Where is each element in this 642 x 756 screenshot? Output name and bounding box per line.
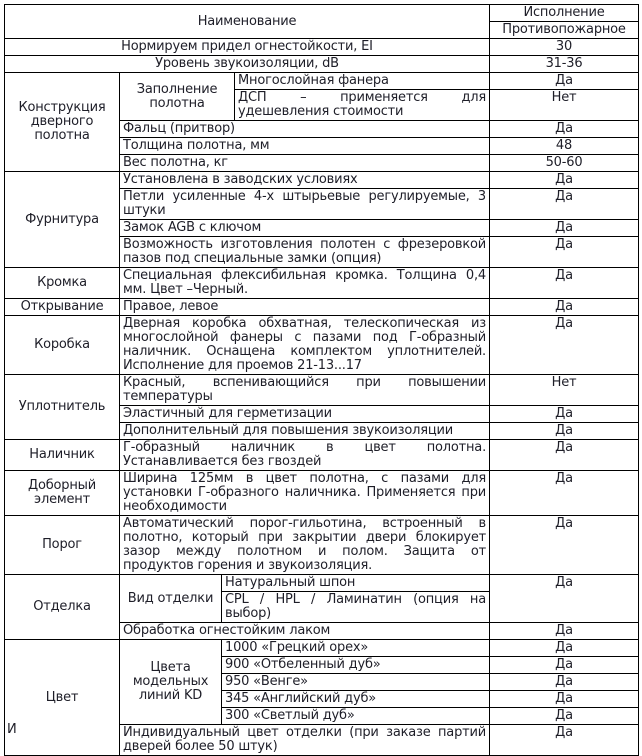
section-seal: Уплотнитель [5, 375, 120, 440]
subsection-model-colors: Цвета модельных линий KD [120, 640, 222, 725]
spec-description: 950 «Венге» [222, 674, 490, 691]
spec-description: Толщина полотна, мм [120, 138, 490, 155]
spec-value: Да [490, 406, 639, 423]
spec-value: Да [490, 623, 639, 640]
table-row [5, 73, 639, 90]
door-spec-document [4, 4, 638, 756]
section-hardware: Фурнитура [5, 172, 120, 268]
spec-value: Да [490, 189, 639, 220]
section-finish: Отделка [5, 575, 120, 640]
spec-value: Да [490, 516, 639, 575]
spec-value: Да [490, 640, 639, 657]
spec-description: Возможность изготовления полотен с фрезеровкой пазов под специальные замки (опция) [120, 237, 490, 268]
row-label-sound-insulation: Уровень звукоизоляции, dB [5, 56, 490, 73]
spec-description: Индивидуальный цвет отделки (при заказе партий дверей более 50 штук) [120, 725, 490, 756]
section-casing: Наличник [5, 440, 120, 471]
spec-value: Да [490, 575, 639, 623]
spec-description: 900 «Отбеленный дуб» [222, 657, 490, 674]
spec-description: 1000 «Грецкий орех» [222, 640, 490, 657]
spec-value: Да [490, 299, 639, 316]
spec-value: Да [490, 471, 639, 516]
spec-description: ДСП – применяется для удешевления стоимости [235, 90, 490, 121]
spec-description: Ширина 125мм в цвет полотна, с пазами для установки Г-образного наличника. Применяется при необходимости [120, 471, 490, 516]
section-edge: Кромка [5, 268, 120, 299]
spec-description: Автоматический порог-гильотина, встроенный в полотно, который при закрытии двери блокирует зазор между полотном и полом. Защита от продуктов горения и звукоизоляция. [120, 516, 490, 575]
table-row [5, 471, 639, 516]
spec-description: Специальная флексибильная кромка. Толщина 0,4 мм. Цвет –Черный. [120, 268, 490, 299]
spec-description: Дверная коробка обхватная, телескопическая из многослойной фанеры с пазами под Г-образный наличник. Оснащена комплектом уплотнителей. Исполнение для проемов 21-13...17 [120, 316, 490, 375]
section-frame: Коробка [5, 316, 120, 375]
spec-value: Да [490, 121, 639, 138]
spec-value: Да [490, 725, 639, 756]
spec-description: 300 «Светлый дуб» [222, 708, 490, 725]
spec-description: Дополнительный для повышения звукоизоляции [120, 423, 490, 440]
subsection-filling: Заполнение полотна [120, 73, 235, 121]
section-construction: Конструкция дверного полотна [5, 73, 120, 172]
spec-description: CPL / HPL / Ламинатин (опция на выбор) [222, 592, 490, 623]
spec-description: Правое, левое [120, 299, 490, 316]
spec-value: Да [490, 674, 639, 691]
spec-value: Да [490, 440, 639, 471]
spec-value: Да [490, 423, 639, 440]
spec-value: Да [490, 220, 639, 237]
spec-description: Вес полотна, кг [120, 155, 490, 172]
spec-value: Нет [490, 375, 639, 406]
spec-description: Петли усиленные 4-х штырьевые регулируемые, 3 штуки [120, 189, 490, 220]
table-row [5, 268, 639, 299]
table-row [5, 575, 639, 592]
table-row [5, 172, 639, 189]
table-row [5, 440, 639, 471]
spec-value: Да [490, 268, 639, 299]
spec-description: Обработка огнестойким лаком [120, 623, 490, 640]
section-opening: Открывание [5, 299, 120, 316]
spec-description: Эластичный для герметизации [120, 406, 490, 423]
table-row [5, 5, 639, 22]
spec-description: Фальц (притвор) [120, 121, 490, 138]
door-specs-table [4, 4, 639, 756]
section-extension: Доборный элемент [5, 471, 120, 516]
col-header-name: Наименование [5, 5, 490, 39]
col-header-fireproof: Противопожарное [490, 22, 639, 39]
spec-value: Да [490, 691, 639, 708]
spec-value: Нет [490, 90, 639, 121]
spec-description: 345 «Английский дуб» [222, 691, 490, 708]
spec-description: Замок AGB с ключом [120, 220, 490, 237]
spec-table-body [5, 5, 639, 756]
spec-value: Да [490, 708, 639, 725]
spec-description: Натуральный шпон [222, 575, 490, 592]
value-sound-insulation: 31-36 [490, 56, 639, 73]
section-threshold: Порог [5, 516, 120, 575]
spec-value: 48 [490, 138, 639, 155]
spec-description: Многослойная фанера [235, 73, 490, 90]
table-row [5, 56, 639, 73]
table-row [5, 299, 639, 316]
spec-description: Красный, вспенивающийся при повышении температуры [120, 375, 490, 406]
table-row [5, 640, 639, 657]
cut-off-text: И [7, 722, 17, 737]
table-row [5, 39, 639, 56]
section-color: Цвет [5, 640, 120, 756]
spec-value: Да [490, 657, 639, 674]
spec-description: Г-образный наличник в цвет полотна. Устанавливается без гвоздей [120, 440, 490, 471]
table-row [5, 375, 639, 406]
spec-value: Да [490, 73, 639, 90]
col-header-execution: Исполнение [490, 5, 639, 22]
value-fire-resistance: 30 [490, 39, 639, 56]
spec-description: Установлена в заводских условиях [120, 172, 490, 189]
spec-value: Да [490, 172, 639, 189]
table-row [5, 316, 639, 375]
row-label-fire-resistance: Нормируем придел огнестойкости, EI [5, 39, 490, 56]
table-row [5, 516, 639, 575]
spec-value: 50-60 [490, 155, 639, 172]
spec-value: Да [490, 237, 639, 268]
subsection-finish-type: Вид отделки [120, 575, 222, 623]
spec-value: Да [490, 316, 639, 375]
